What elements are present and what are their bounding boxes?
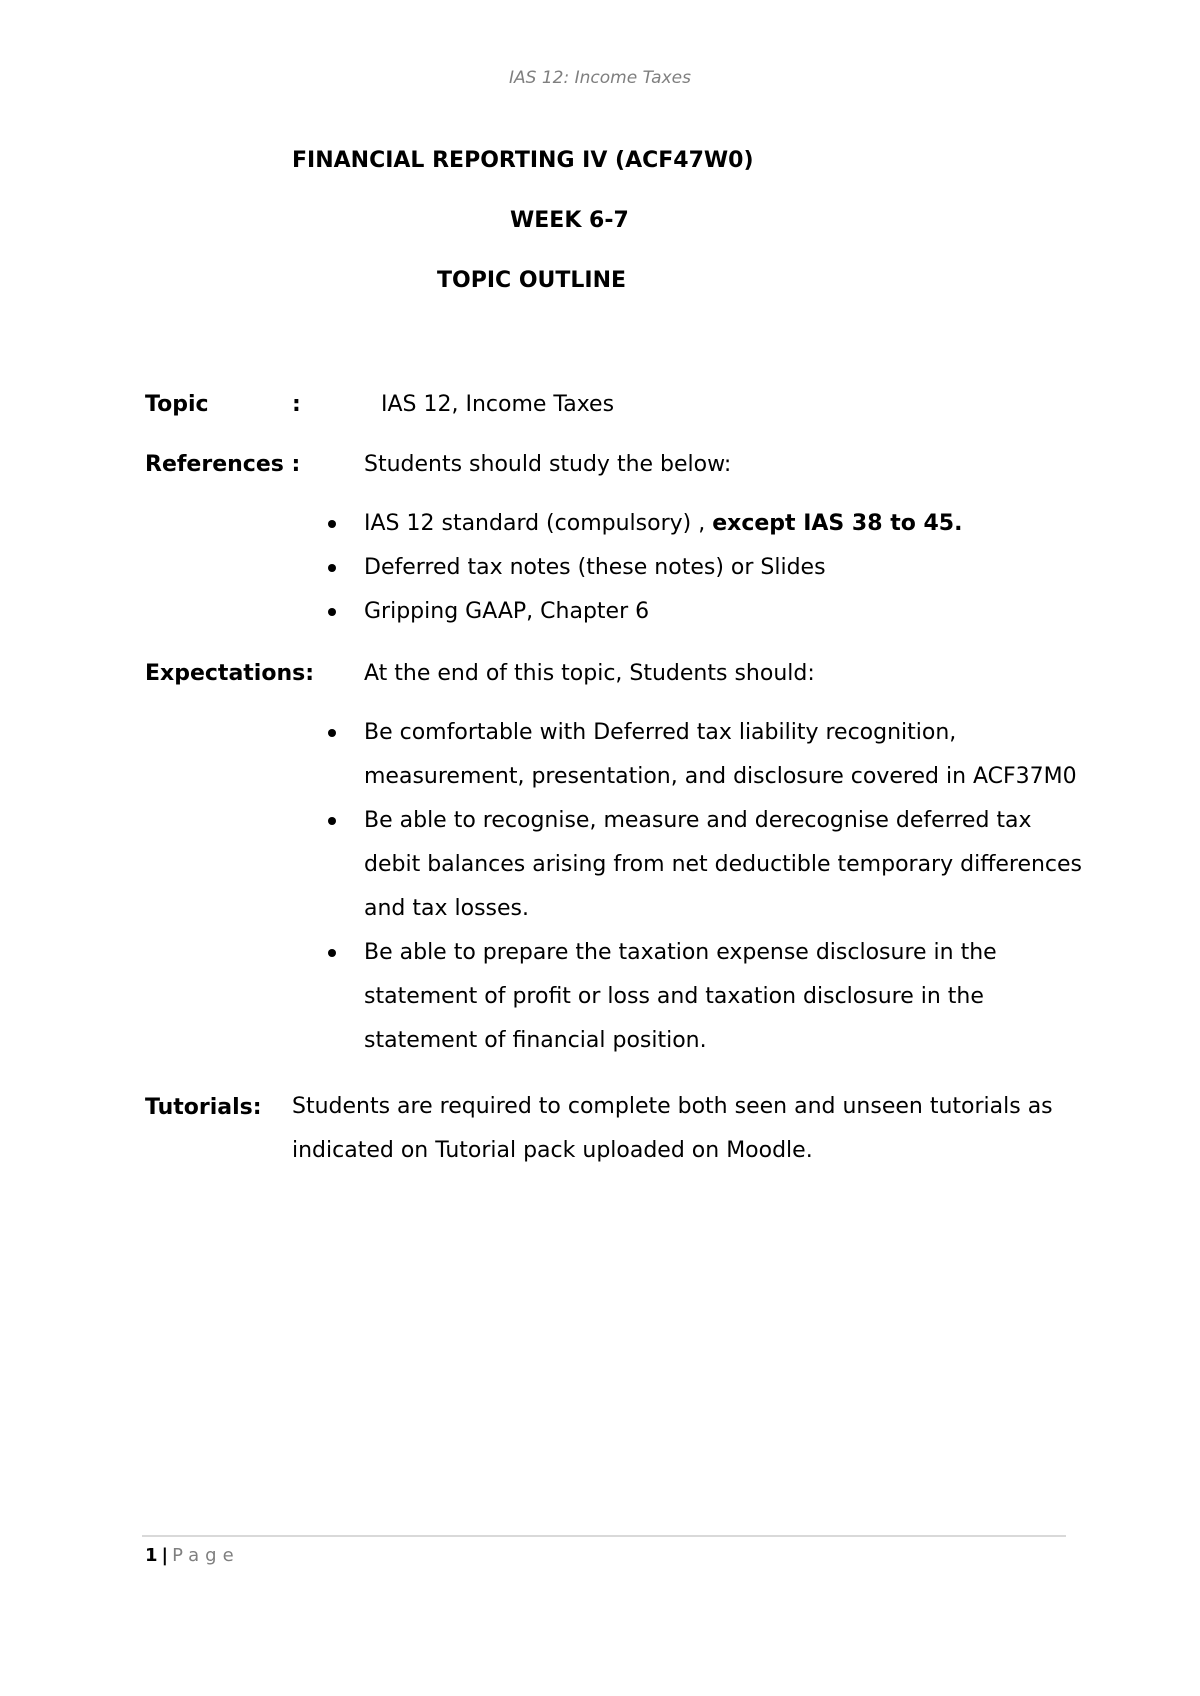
tutorials-line: indicated on Tutorial pack uploaded on Moodle. — [292, 1138, 813, 1163]
list-item — [328, 590, 962, 634]
reference-emphasis: except IAS 38 to 45. — [712, 511, 963, 536]
expectations-label: Expectations: — [145, 661, 315, 686]
references-list — [328, 502, 962, 634]
list-item — [328, 502, 962, 546]
bullet-icon — [328, 520, 336, 528]
outline-title: TOPIC OUTLINE — [437, 268, 627, 293]
page-footer — [145, 1545, 240, 1566]
reference-text: Deferred tax notes (these notes) or Slides — [364, 555, 826, 580]
list-item — [328, 931, 1082, 1063]
footer-separator: | — [161, 1545, 169, 1566]
expectations-intro: At the end of this topic, Students should: — [364, 661, 815, 686]
expectation-line: and tax losses. — [364, 896, 529, 921]
expectation-line: Be comfortable with Deferred tax liability recognition, — [364, 720, 957, 745]
expectation-line: Be able to recognise, measure and derecognise deferred tax — [364, 808, 1032, 833]
bullet-icon — [328, 817, 336, 825]
expectation-line: Be able to prepare the taxation expense disclosure in the — [364, 940, 997, 965]
tutorials-label: Tutorials: — [145, 1095, 262, 1120]
references-label: References : — [145, 452, 301, 477]
topic-label: Topic — [145, 392, 209, 417]
list-item — [328, 711, 1082, 799]
expectation-line: measurement, presentation, and disclosure covered in ACF37M0 — [364, 764, 1077, 789]
course-title: FINANCIAL REPORTING IV (ACF47W0) — [292, 148, 754, 173]
list-item — [328, 799, 1082, 931]
references-intro: Students should study the below: — [364, 452, 732, 477]
running-header: IAS 12: Income Taxes — [509, 68, 691, 88]
bullet-icon — [328, 949, 336, 957]
expectations-list — [328, 711, 1082, 1063]
tutorials-text — [292, 1085, 1053, 1173]
week-title: WEEK 6-7 — [510, 208, 629, 233]
page-label: Page — [172, 1545, 240, 1566]
tutorials-line: Students are required to complete both seen and unseen tutorials as — [292, 1094, 1053, 1119]
bullet-icon — [328, 608, 336, 616]
topic-value: IAS 12, Income Taxes — [381, 392, 615, 417]
page-number: 1 — [145, 1545, 158, 1566]
expectation-line: debit balances arising from net deductible temporary differences — [364, 852, 1083, 877]
list-item — [328, 546, 962, 590]
expectation-line: statement of financial position. — [364, 1028, 707, 1053]
footer-divider — [142, 1535, 1066, 1537]
bullet-icon — [328, 564, 336, 572]
reference-text: Gripping GAAP, Chapter 6 — [364, 599, 650, 624]
reference-text: IAS 12 standard (compulsory) , — [364, 511, 713, 536]
topic-colon: : — [292, 392, 301, 417]
bullet-icon — [328, 729, 336, 737]
expectation-line: statement of profit or loss and taxation disclosure in the — [364, 984, 984, 1009]
